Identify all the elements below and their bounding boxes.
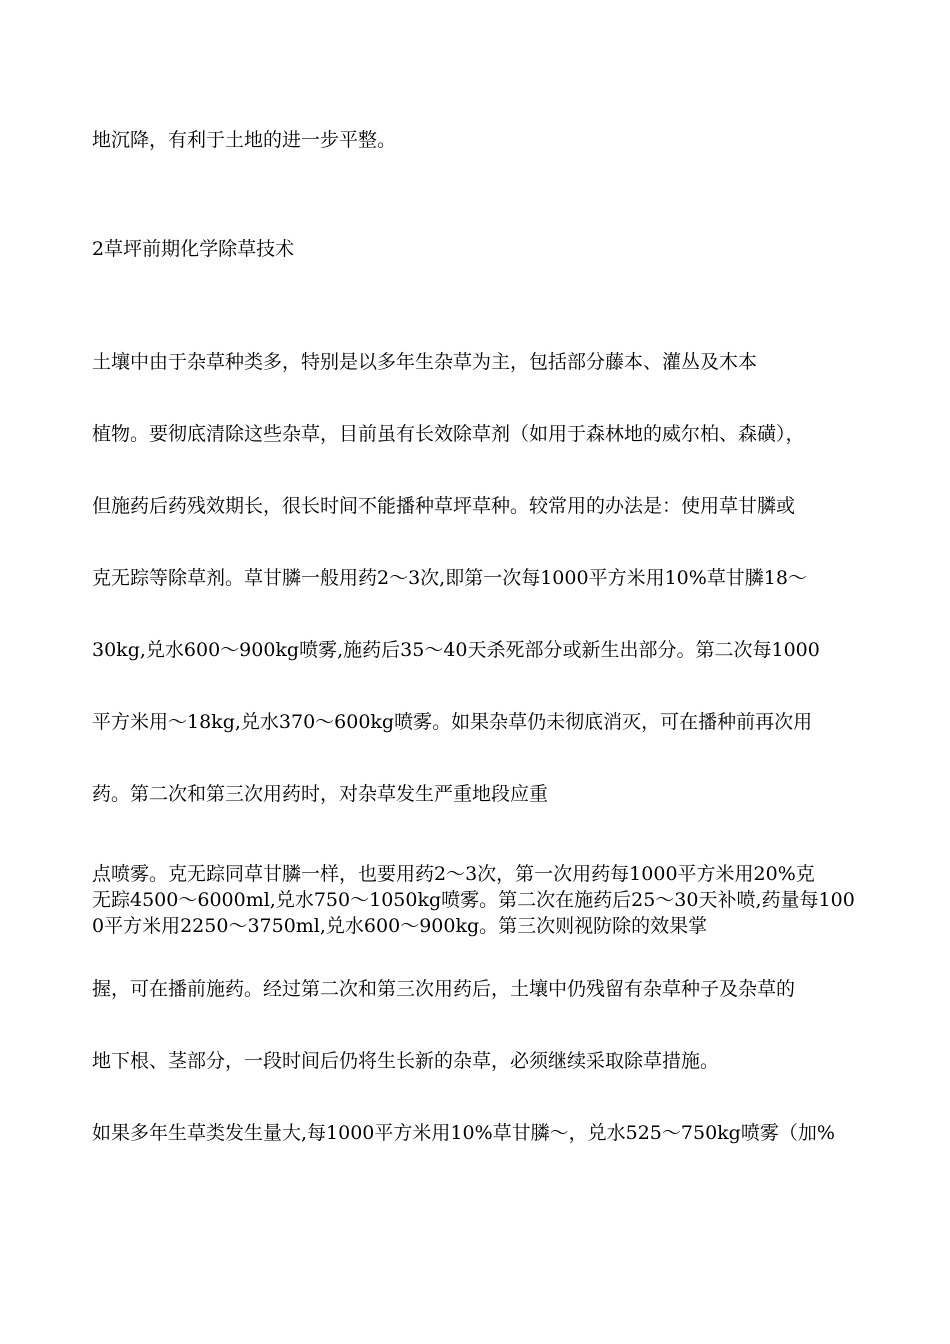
paragraph-line: 地下根、茎部分，一段时间后仍将生长新的杂草，必须继续采取除草措施。 [92,1050,720,1072]
paragraph-line: 药。第二次和第三次用药时，对杂草发生严重地段应重 [92,783,549,805]
paragraph-line: 握，可在播前施药。经过第二次和第三次用药后，土壤中仍残留有杂草种子及杂草的 [92,978,796,1000]
paragraph-line: 无踪4500～6000ml,兑水750～1050kg喷雾。第二次在施药后25～30天补喷,药量每100 [92,889,855,911]
paragraph-line: 30kg,兑水600～900kg喷雾,施药后35～40天杀死部分或新生出部分。第二次每1000 [92,639,820,661]
paragraph-line: 0平方米用2250～3750ml,兑水600～900kg。第三次则视防除的效果掌 [92,915,708,937]
paragraph-line: 平方米用～18kg,兑水370～600kg喷雾。如果杂草仍未彻底消灭，可在播种前再次用 [92,711,813,733]
paragraph-line: 但施药后药残效期长，很长时间不能播种草坪草种。较常用的办法是：使用草甘膦或 [92,495,796,517]
paragraph-line: 点喷雾。克无踪同草甘膦一样，也要用药2～3次，第一次用药每1000平方米用20%克 [92,863,815,885]
paragraph-line: 克无踪等除草剂。草甘膦一般用药2～3次,即第一次每1000平方米用10%草甘膦18～ [92,567,807,589]
paragraph-line: 土壤中由于杂草种类多，特别是以多年生杂草为主，包括部分藤本、灌丛及木本 [92,351,758,373]
section-heading: 2草坪前期化学除草技术 [92,238,295,260]
paragraph-line: 如果多年生草类发生量大,每1000平方米用10%草甘膦～，兑水525～750kg喷雾（加% [92,1122,835,1144]
paragraph-line: 地沉降，有利于土地的进一步平整。 [92,129,397,151]
paragraph-line: 植物。要彻底清除这些杂草，目前虽有长效除草剂（如用于森林地的威尔柏、森磺）， [92,423,805,445]
